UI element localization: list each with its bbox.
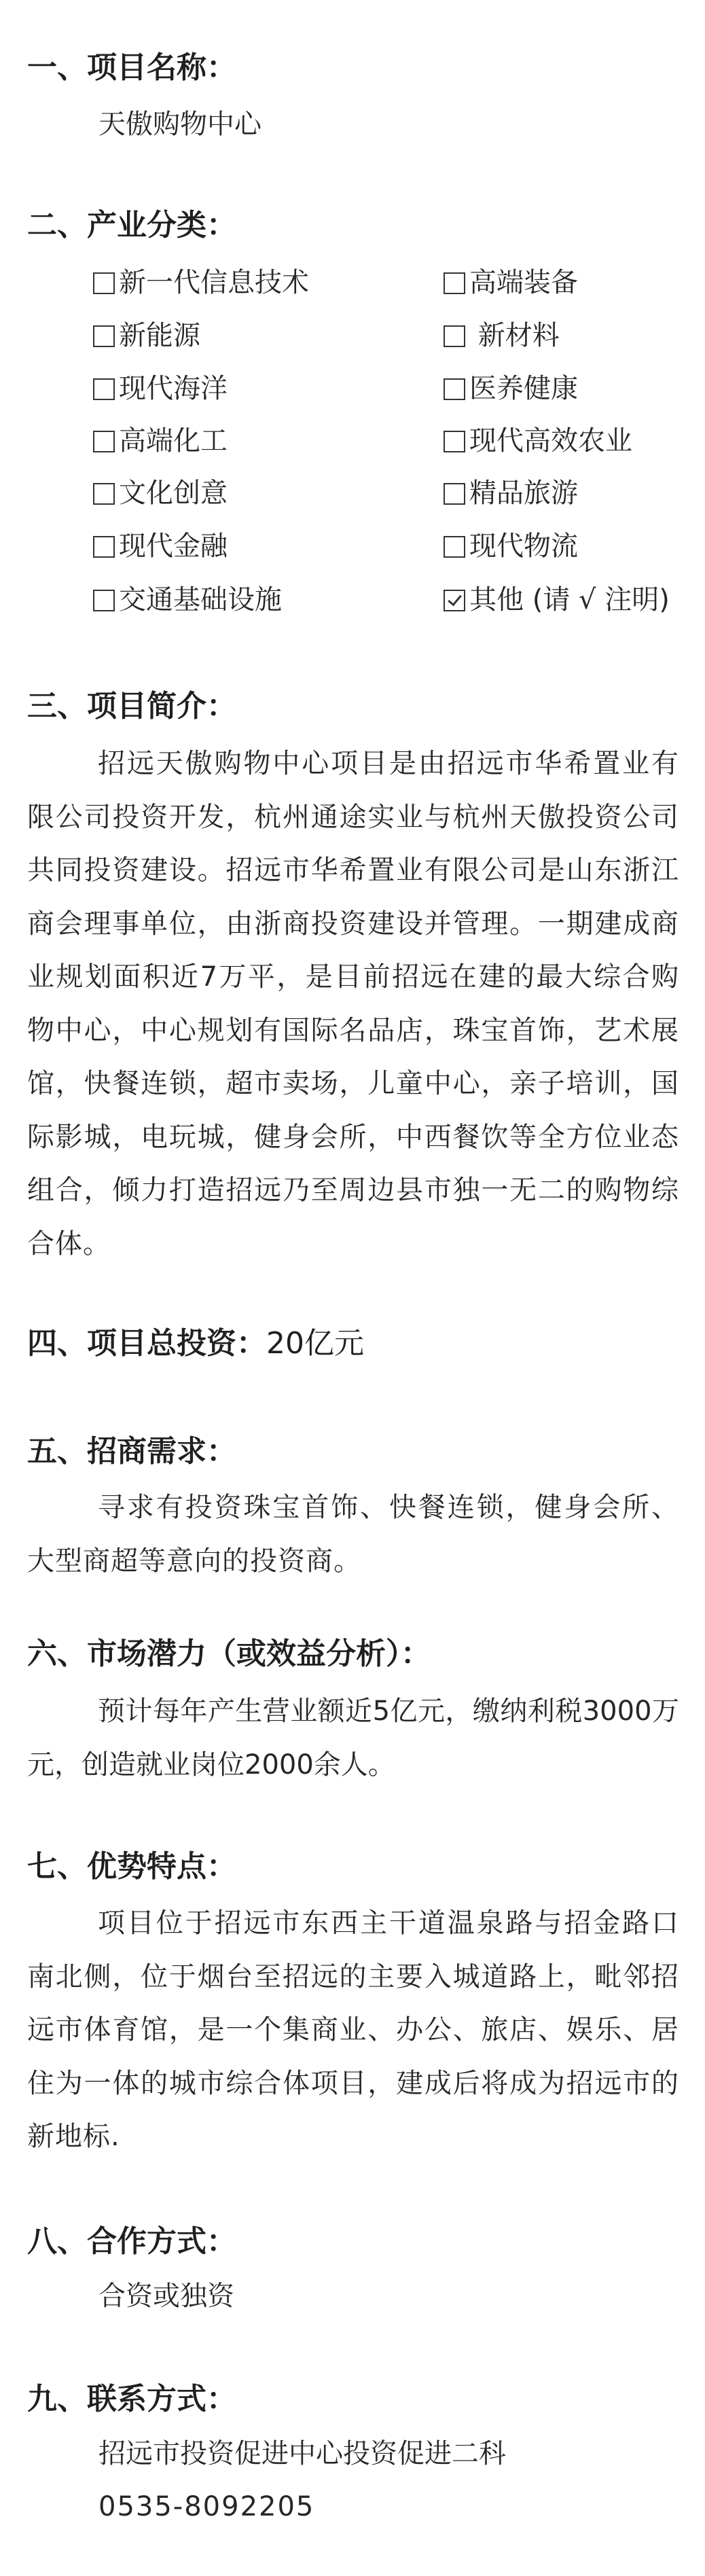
checkbox[interactable]	[444, 483, 465, 505]
section-title-cooperation: 八、合作方式：	[27, 2224, 236, 2259]
total-investment-value: 20亿元	[266, 1326, 364, 1361]
category-option-label: 医养健康	[469, 373, 578, 404]
total-investment-label: 四、项目总投资：	[27, 1326, 266, 1361]
checkbox[interactable]	[93, 536, 115, 558]
section-title-contact: 九、联系方式：	[27, 2382, 236, 2416]
category-option[interactable]	[444, 317, 560, 355]
category-option[interactable]	[444, 527, 578, 565]
cooperation-value: 合资或独资	[98, 2280, 234, 2312]
section-title-investment-demand: 五、招商需求：	[27, 1434, 236, 1469]
checkbox-checked[interactable]	[444, 590, 465, 611]
checkbox[interactable]	[444, 431, 465, 452]
category-option[interactable]	[93, 264, 309, 302]
contact-organization: 招远市投资促进中心投资促进二科	[98, 2438, 506, 2469]
checkbox[interactable]	[444, 536, 465, 558]
section-title-project-name: 一、项目名称：	[27, 50, 236, 85]
category-option-label: 现代金融	[119, 531, 228, 562]
checkbox[interactable]	[93, 272, 115, 294]
category-option[interactable]	[93, 317, 200, 355]
market-potential-text: 预计每年产生营业额近5亿元，缴纳利税3000万元，创造就业岗位2000余人。	[27, 1696, 679, 1781]
checkbox[interactable]	[93, 590, 115, 611]
category-option-label: 高端化工	[119, 425, 228, 457]
category-option-label: 现代高效农业	[469, 425, 632, 457]
category-option-label: 现代物流	[469, 531, 578, 562]
category-option-label: 交通基础设施	[119, 584, 282, 615]
category-option[interactable]	[444, 264, 578, 302]
checkbox[interactable]	[93, 325, 115, 347]
category-option-label: 新一代信息技术	[119, 267, 309, 298]
category-option-label: 其他 (请 √ 注明)	[469, 584, 670, 615]
checkbox[interactable]	[444, 325, 465, 347]
category-option-label: 高端装备	[469, 267, 578, 298]
project-name-value: 天傲购物中心	[98, 109, 261, 140]
investment-demand-text: 寻求有投资珠宝首饰、快餐连锁，健身会所、大型商超等意向的投资商。	[27, 1492, 679, 1577]
section-title-industry-category: 二、产业分类：	[27, 208, 236, 243]
category-option[interactable]	[444, 370, 578, 408]
category-option[interactable]	[444, 422, 632, 460]
category-option-label: 文化创意	[119, 478, 228, 509]
category-option-label: 新能源	[119, 320, 200, 351]
section-title-advantages: 七、优势特点：	[27, 1849, 236, 1884]
section-title-project-intro: 三、项目简介：	[27, 689, 236, 723]
advantages-text: 项目位于招远市东西主干道温泉路与招金路口南北侧，位于烟台至招远的主要入城道路上，毗邻招远市体育馆，是一个集商业、办公、旅店、娱乐、居住为一体的城市综合体项目，建成后将成为招远市的新地标.	[27, 1908, 679, 2152]
project-intro-text: 招远天傲购物中心项目是由招远市华希置业有限公司投资开发，杭州通途实业与杭州天傲投资公司共同投资建设。招远市华希置业有限公司是山东浙江商会理事单位，由浙商投资建设并管理。一期建成商业规划面积近7万平，是目前招远在建的最大综合购物中心，中心规划有国际名品店，珠宝首饰，艺术展馆，快餐连锁，超市卖场，儿童中心，亲子培训，国际影城，电玩城，健身会所，中西餐饮等全方位业态组合，倾力打造招远乃至周边县市独一无二的购物综合体。	[27, 748, 679, 1259]
checkbox[interactable]	[93, 431, 115, 452]
category-option-other[interactable]	[444, 581, 670, 619]
checkbox[interactable]	[93, 378, 115, 400]
section-title-market-potential: 六、市场潜力（或效益分析）：	[27, 1636, 431, 1671]
category-option[interactable]	[444, 474, 578, 512]
checkbox[interactable]	[444, 272, 465, 294]
category-option[interactable]	[93, 581, 282, 619]
contact-phone[interactable]: 0535-8092205	[98, 2491, 315, 2522]
section-title-total-investment	[27, 1323, 364, 1364]
category-option[interactable]	[93, 527, 228, 565]
checkbox[interactable]	[444, 378, 465, 400]
category-option[interactable]	[93, 422, 228, 460]
category-option-label: 精品旅游	[469, 478, 578, 509]
checkbox[interactable]	[93, 483, 115, 505]
category-option[interactable]	[93, 370, 228, 408]
category-option[interactable]	[93, 474, 228, 512]
category-option-label: 新材料	[469, 320, 560, 351]
category-option-label: 现代海洋	[119, 373, 228, 404]
